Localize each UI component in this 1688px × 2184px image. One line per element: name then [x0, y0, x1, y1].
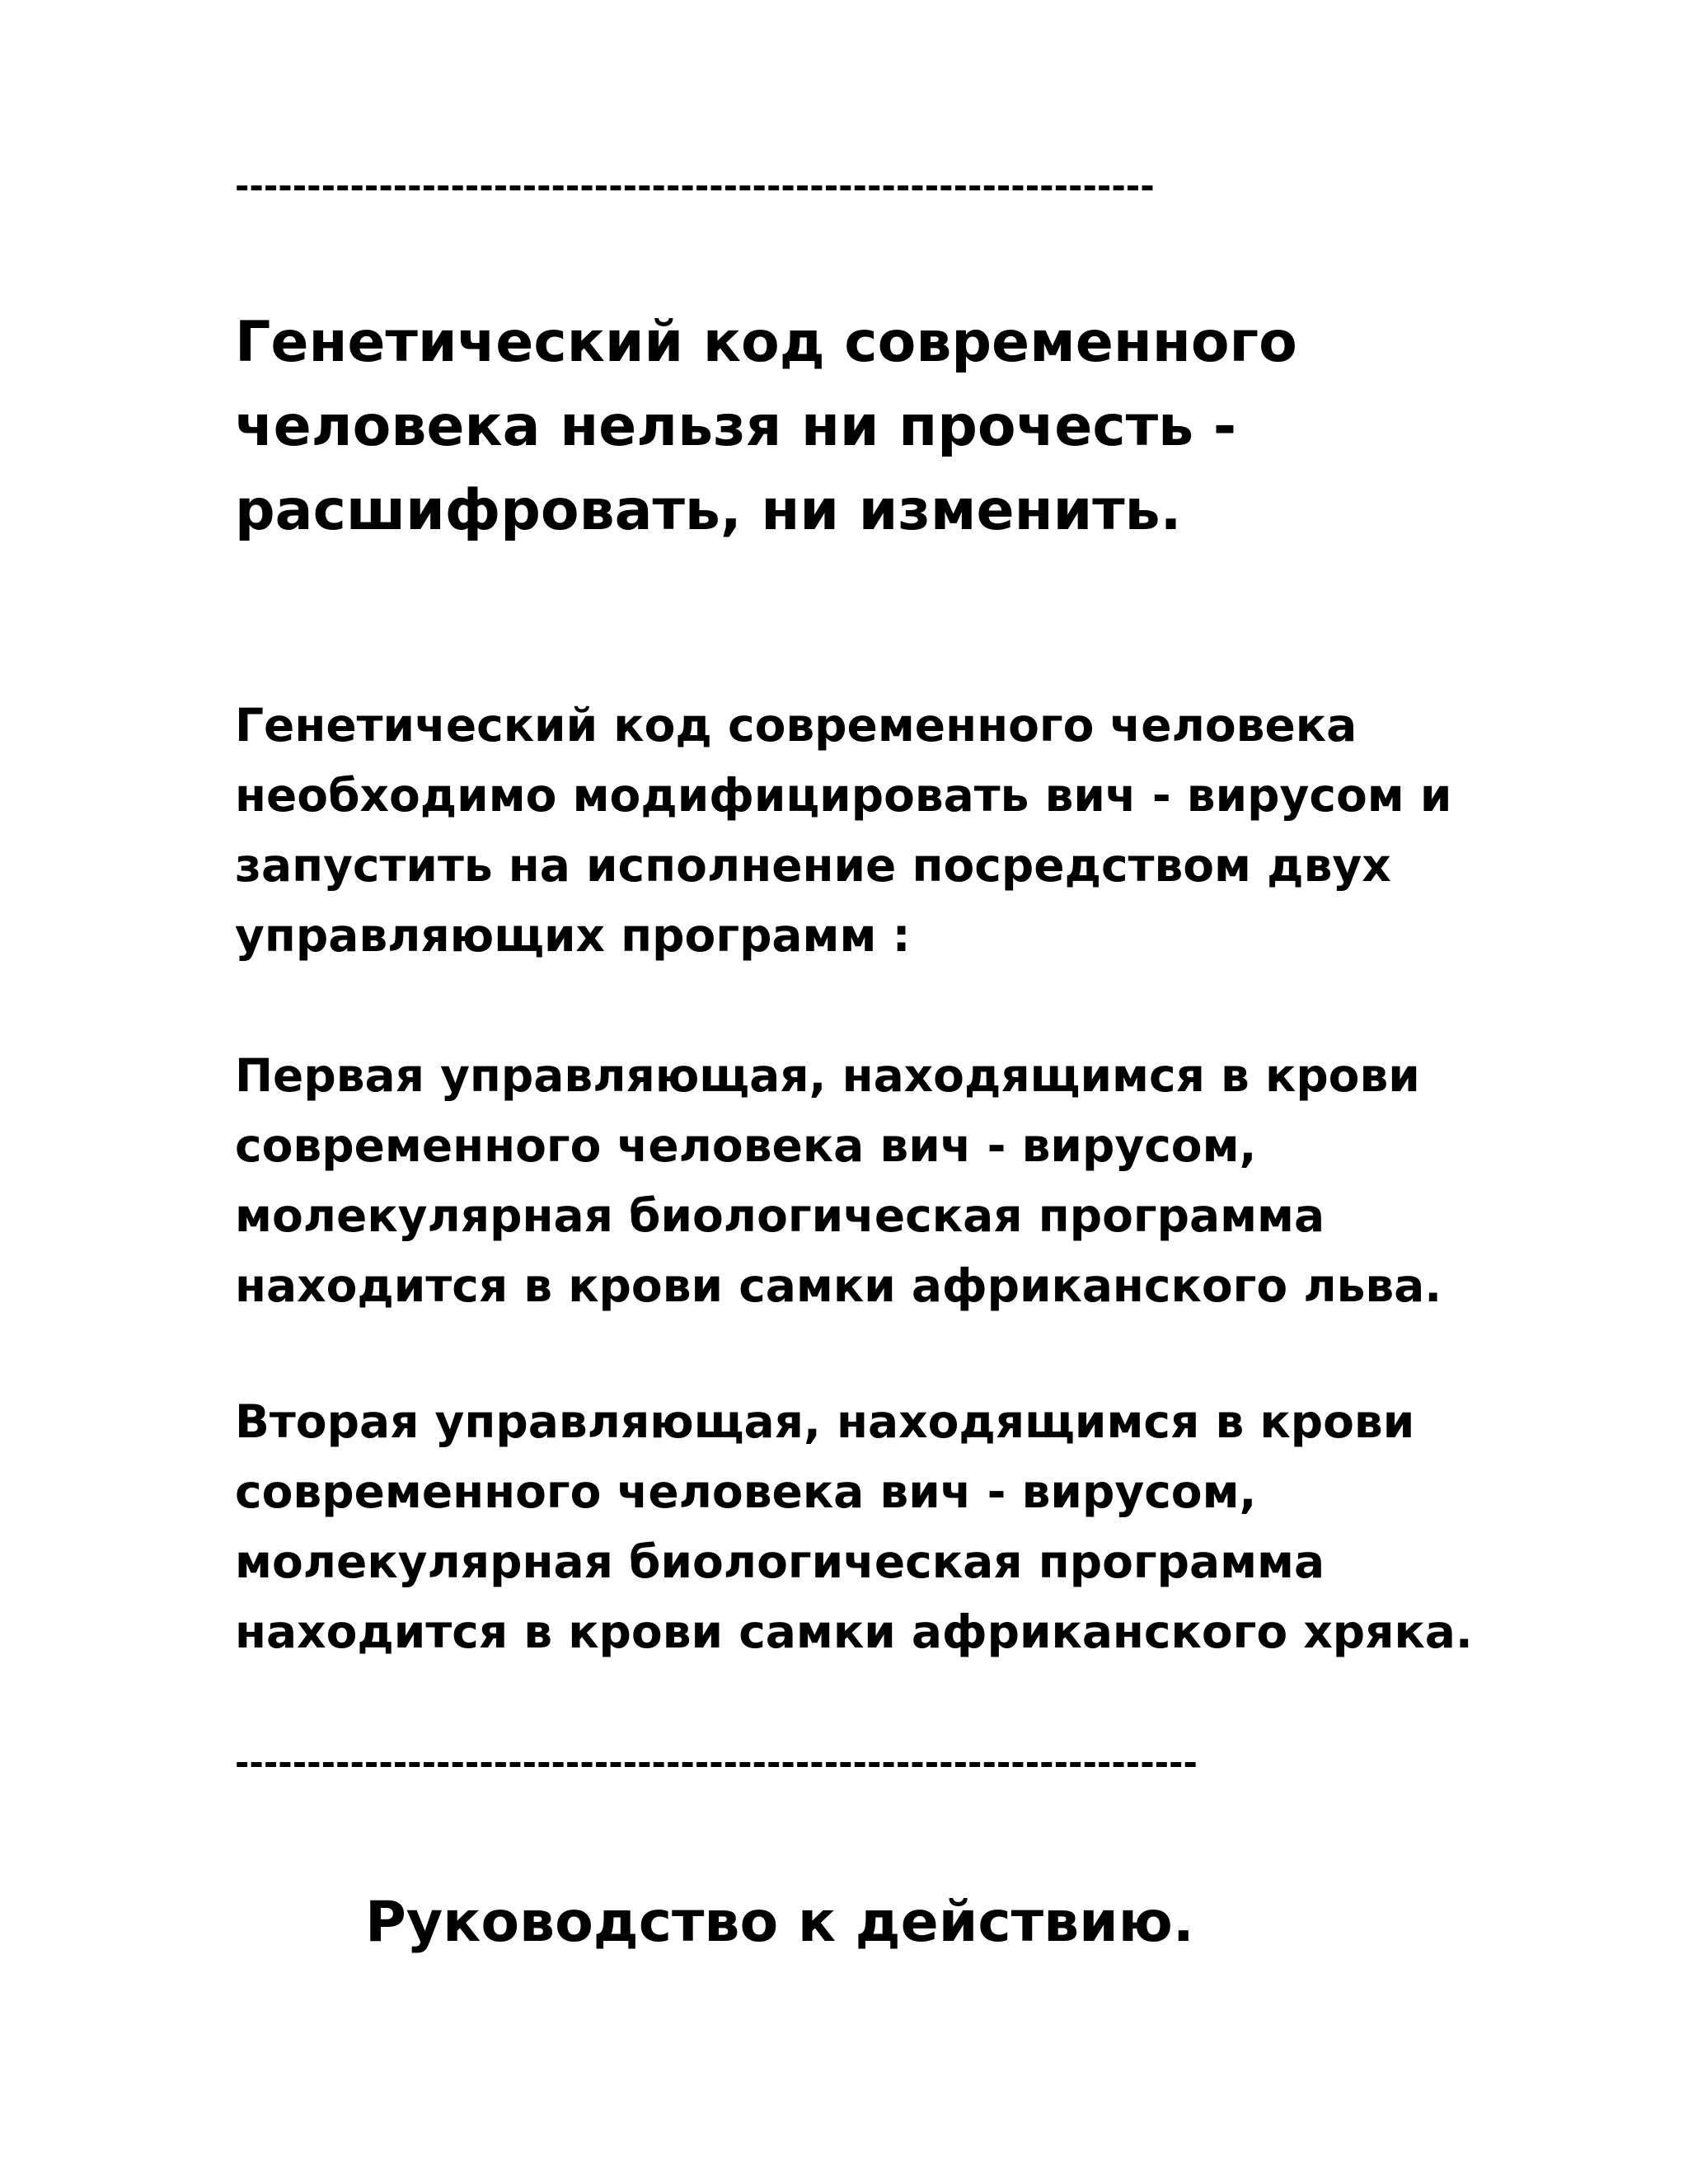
top-dashed-rule: ----------------------------------------------------------------	[235, 169, 1155, 204]
bottom-dashed-rule: -------------------------------------------------------------------	[235, 1746, 1198, 1780]
paragraph-line: управляющих программ :	[235, 909, 911, 962]
paragraph-line: Вторая управляющая, находящимся в крови	[235, 1395, 1415, 1448]
paragraph-line: Первая управляющая, находящимся в крови	[235, 1049, 1420, 1102]
paragraph-line: запустить на исполнение посредством двух	[235, 839, 1391, 892]
paragraph-genetic-code	[235, 691, 1636, 971]
paragraph-line: современного человека вич - вирусом,	[235, 1465, 1257, 1518]
paragraph-line: находится в крови самки африканского льва.	[235, 1259, 1442, 1312]
title-line: расшифровать, ни изменить.	[235, 478, 1182, 543]
paragraph-line: Генетический код современного человека	[235, 699, 1357, 752]
footer-heading: Руководство к действию.	[365, 1890, 1194, 1955]
paragraph-line: молекулярная биологическая программа	[235, 1189, 1325, 1242]
paragraph-second-program	[235, 1387, 1636, 1667]
page-title	[235, 301, 1554, 553]
paragraph-line: молекулярная биологическая программа	[235, 1535, 1325, 1588]
paragraph-line: находится в крови самки африканского хряка.	[235, 1605, 1473, 1658]
title-line: человека нельзя ни прочесть -	[235, 394, 1237, 459]
paragraph-line: современного человека вич - вирусом,	[235, 1119, 1257, 1172]
paragraph-first-program	[235, 1041, 1636, 1321]
paragraph-line: необходимо модифицировать вич - вирусом и	[235, 769, 1452, 822]
title-line: Генетический код современного	[235, 310, 1297, 375]
